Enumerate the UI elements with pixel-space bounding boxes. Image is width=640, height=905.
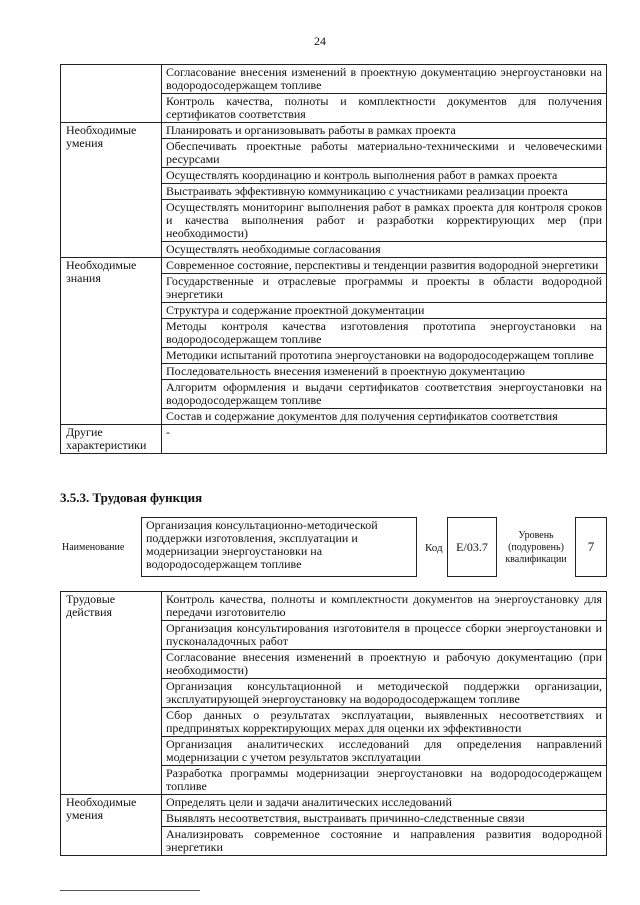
code-label: Код [425,542,443,554]
row-item-text: Согласование внесения изменений в проектную документацию энергоустановки на водородосодержащем топливе [162,65,607,94]
qualification-level-label: Уровень (подуровень) квалификации [505,530,567,565]
row-item-text: Состав и содержание документов для получения сертификатов соответствия [162,409,607,425]
row-item-text: Определять цели и задачи аналитических исследований [162,795,607,811]
row-group-label: Трудовые действия [61,592,162,795]
row-item-text: Планировать и организовывать работы в рамках проекта [162,123,607,139]
row-item-text: Организация консультационной и методической поддержки организации, эксплуатирующей энергоустановку на водородосодержащем топливе [162,679,607,708]
row-item-text: Методы контроля качества изготовления прототипа энергоустановки на водородосодержащем топливе [162,319,607,348]
row-item-text: Организация консультирования изготовителя в процессе сборки энергоустановки и пусконаладочных работ [162,621,607,650]
row-group-label: Необходимые умения [61,123,162,258]
labor-function-table [60,591,607,856]
table-row [61,65,607,94]
row-item-text: Контроль качества, полноты и комплектности документов для получения сертификатов соответствия [162,94,607,123]
row-item-text: Выстраивать эффективную коммуникацию с участниками реализации проекта [162,184,607,200]
section-title: 3.5.3. Трудовая функция [60,490,203,505]
row-item-text: Алгоритм оформления и выдачи сертификатов соответствия энергоустановки на водородосодержащем топливе [162,380,607,409]
table-row [61,425,607,454]
row-item-text: Сбор данных о результатах эксплуатации, выявленных несоответствиях и предпринятых корректирующих мерах для оценки их эффективности [162,708,607,737]
requirements-table-continued [60,64,607,454]
row-item-text: Структура и содержание проектной документации [162,303,607,319]
row-item-text: Анализировать современное состояние и направления развития водородной энергетики [162,827,607,856]
row-group-label: Другие характеристики [61,425,162,454]
qualification-level-box: 7 [575,517,607,577]
row-group-label [61,65,162,123]
row-item-text: Осуществлять координацию и контроль выполнения работ в рамках проекта [162,168,607,184]
row-group-label: Необходимые умения [61,795,162,856]
table-row [61,123,607,139]
footnote-divider [60,890,200,891]
row-item-text: Государственные и отраслевые программы и проекты в области водородной энергетики [162,274,607,303]
row-item-text: Обеспечивать проектные работы материально-техническими и человеческими ресурсами [162,139,607,168]
table-row [61,258,607,274]
table-row [61,592,607,621]
row-item-text: Осуществлять мониторинг выполнения работ в рамках проекта для контроля сроков и качества выполнения работ и разработки корректирующих мер (при необходимости) [162,200,607,242]
row-item-text: Современное состояние, перспективы и тенденции развития водородной энергетики [162,258,607,274]
row-item-text: Согласование внесения изменений в проектную и рабочую документацию (при необходимости) [162,650,607,679]
function-name-box: Организация консультационно-методической поддержки изготовления, эксплуатации и модернизации энергоустановки на водородосодержащем топливе [141,517,417,577]
row-item-text: Разработка программы модернизации энергоустановки на водородосодержащем топливе [162,766,607,795]
row-item-text: Последовательность внесения изменений в проектную документацию [162,364,607,380]
row-group-label: Необходимые знания [61,258,162,425]
row-item-text: Организация аналитических исследований для определения направлений модернизации с учетом результатов эксплуатации [162,737,607,766]
row-item-text: Выявлять несоответствия, выстраивать причинно-следственные связи [162,811,607,827]
page-number: 24 [314,34,326,48]
row-item-text: Контроль качества, полноты и комплектности документов на энергоустановку для передачи изготовителю [162,592,607,621]
row-item-text: Методики испытаний прототипа энергоустановки на водородосодержащем топливе [162,348,607,364]
row-item-text: Осуществлять необходимые согласования [162,242,607,258]
function-code-box: E/03.7 [447,517,497,577]
table-row [61,795,607,811]
row-item-text: - [162,425,607,454]
name-label: Наименование [62,542,125,553]
